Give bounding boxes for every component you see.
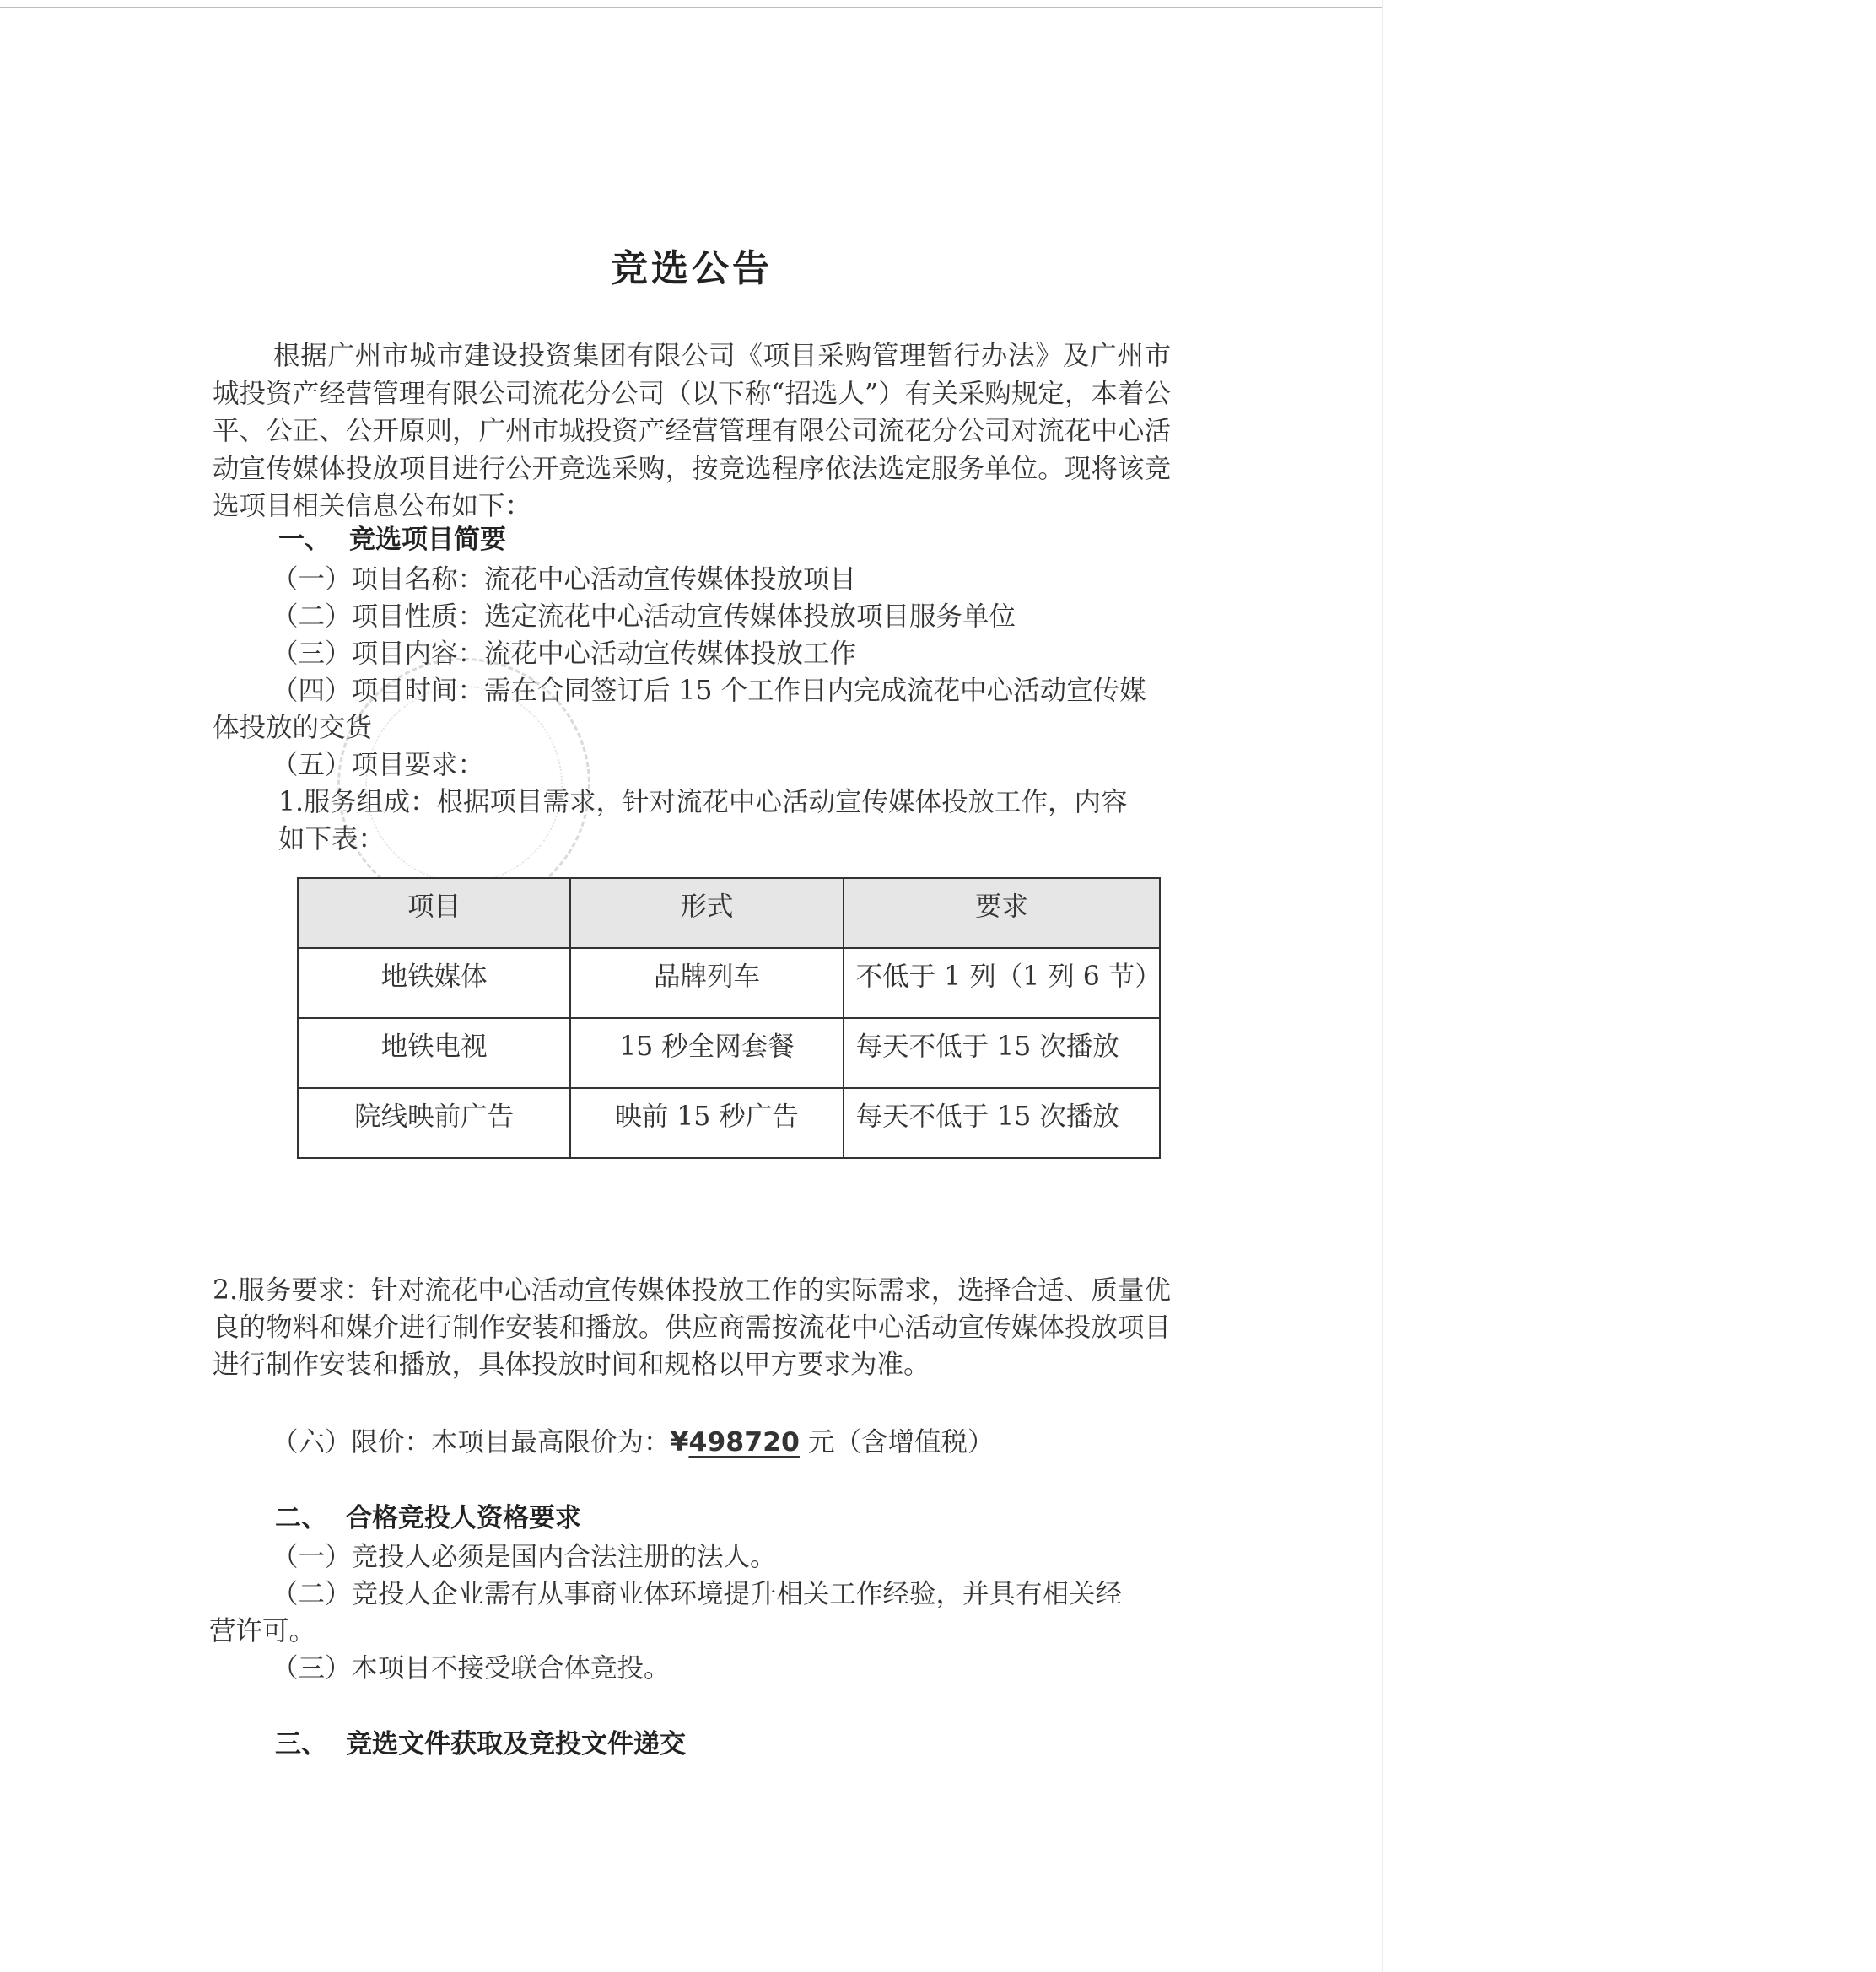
table-row [298, 1088, 1160, 1158]
section2-heading [275, 1501, 581, 1535]
section1-item-4-line2: 体投放的交货 [213, 713, 373, 743]
price-limit-unit: 元（含增值税） [799, 1427, 995, 1457]
table-header-requirement: 要求 [844, 878, 1160, 948]
section1-item-2: （二）项目性质：选定流花中心活动宣传媒体投放项目服务单位 [272, 601, 1016, 632]
section3-heading [275, 1727, 686, 1761]
section1-item-5: （五）项目要求： [272, 750, 485, 780]
section2-title: 合格竞投人资格要求 [346, 1503, 581, 1533]
faded-seal-inner-ring [365, 686, 563, 883]
table-row [298, 1018, 1160, 1088]
table-header-form: 形式 [570, 878, 843, 948]
table-cell-item: 院线映前广告 [298, 1088, 570, 1158]
document-title: 竞选公告 [611, 247, 773, 290]
section2-number: 二、 [275, 1503, 327, 1533]
section1-item-1: （一）项目名称：流花中心活动宣传媒体投放项目 [272, 564, 857, 595]
price-limit-line [272, 1425, 994, 1459]
table-row [298, 948, 1160, 1018]
price-currency: ¥ [670, 1427, 689, 1457]
service-table [297, 877, 1161, 1159]
section3-number: 三、 [275, 1729, 327, 1759]
section2-item-2-line2: 营许可。 [209, 1616, 316, 1646]
table-cell-requirement: 每天不低于 15 次播放 [844, 1088, 1160, 1158]
table-header-row [298, 878, 1160, 948]
section2-item-2-line1: （二）竞投人企业需有从事商业体环境提升相关工作经验，并具有相关经 [272, 1579, 1123, 1609]
section1-heading [278, 523, 506, 557]
table-cell-form: 15 秒全网套餐 [570, 1018, 843, 1088]
price-limit-label: （六）限价：本项目最高限价为： [272, 1427, 671, 1457]
intro-paragraph: 根据广州市城市建设投资集团有限公司《项目采购管理暂行办法》及广州市城投资产经营管理有限公司流花分公司（以下称“招选人”）有关采购规定，本着公平、公正、公开原则，广州市城投资产经营管理有限公司流花分公司对流花中心活动宣传媒体投放项目进行公开竞选采购，按竞选程序依法选定服务单位。现将该竞选项目相关信息公布如下： [213, 341, 1171, 521]
price-limit-value: 498720 [688, 1427, 800, 1457]
section2-item-3: （三）本项目不接受联合体竞投。 [272, 1653, 671, 1684]
table-header-item: 项目 [298, 878, 570, 948]
section1-item-3: （三）项目内容：流花中心活动宣传媒体投放工作 [272, 638, 857, 669]
section1-item-4-line1: （四）项目时间：需在合同签订后 15 个工作日内完成流花中心活动宣传媒 [272, 676, 1146, 706]
section2-item-1: （一）竞投人必须是国内合法注册的法人。 [272, 1542, 777, 1572]
table-cell-form: 映前 15 秒广告 [570, 1088, 843, 1158]
table-cell-form: 品牌列车 [570, 948, 843, 1018]
section1-title: 竞选项目简要 [349, 525, 506, 555]
section1-number: 一、 [278, 525, 331, 555]
table-cell-requirement: 每天不低于 15 次播放 [844, 1018, 1160, 1088]
section3-title: 竞选文件获取及竞投文件递交 [346, 1729, 686, 1759]
table-cell-item: 地铁媒体 [298, 948, 570, 1018]
requirement-2-paragraph: 2.服务要求：针对流花中心活动宣传媒体投放工作的实际需求，选择合适、质量优良的物料和媒介进行制作安装和播放。供应商需按流花中心活动宣传媒体投放项目进行制作安装和播放，具体投放时间和规格以甲方要求为准。 [213, 1275, 1171, 1380]
requirement-1-line1: 1.服务组成：根据项目需求，针对流花中心活动宣传媒体投放工作，内容 [278, 787, 1128, 817]
requirement-1-line2: 如下表： [278, 824, 385, 854]
table-cell-requirement: 不低于 1 列（1 列 6 节） [844, 948, 1160, 1018]
table-cell-item: 地铁电视 [298, 1018, 570, 1088]
